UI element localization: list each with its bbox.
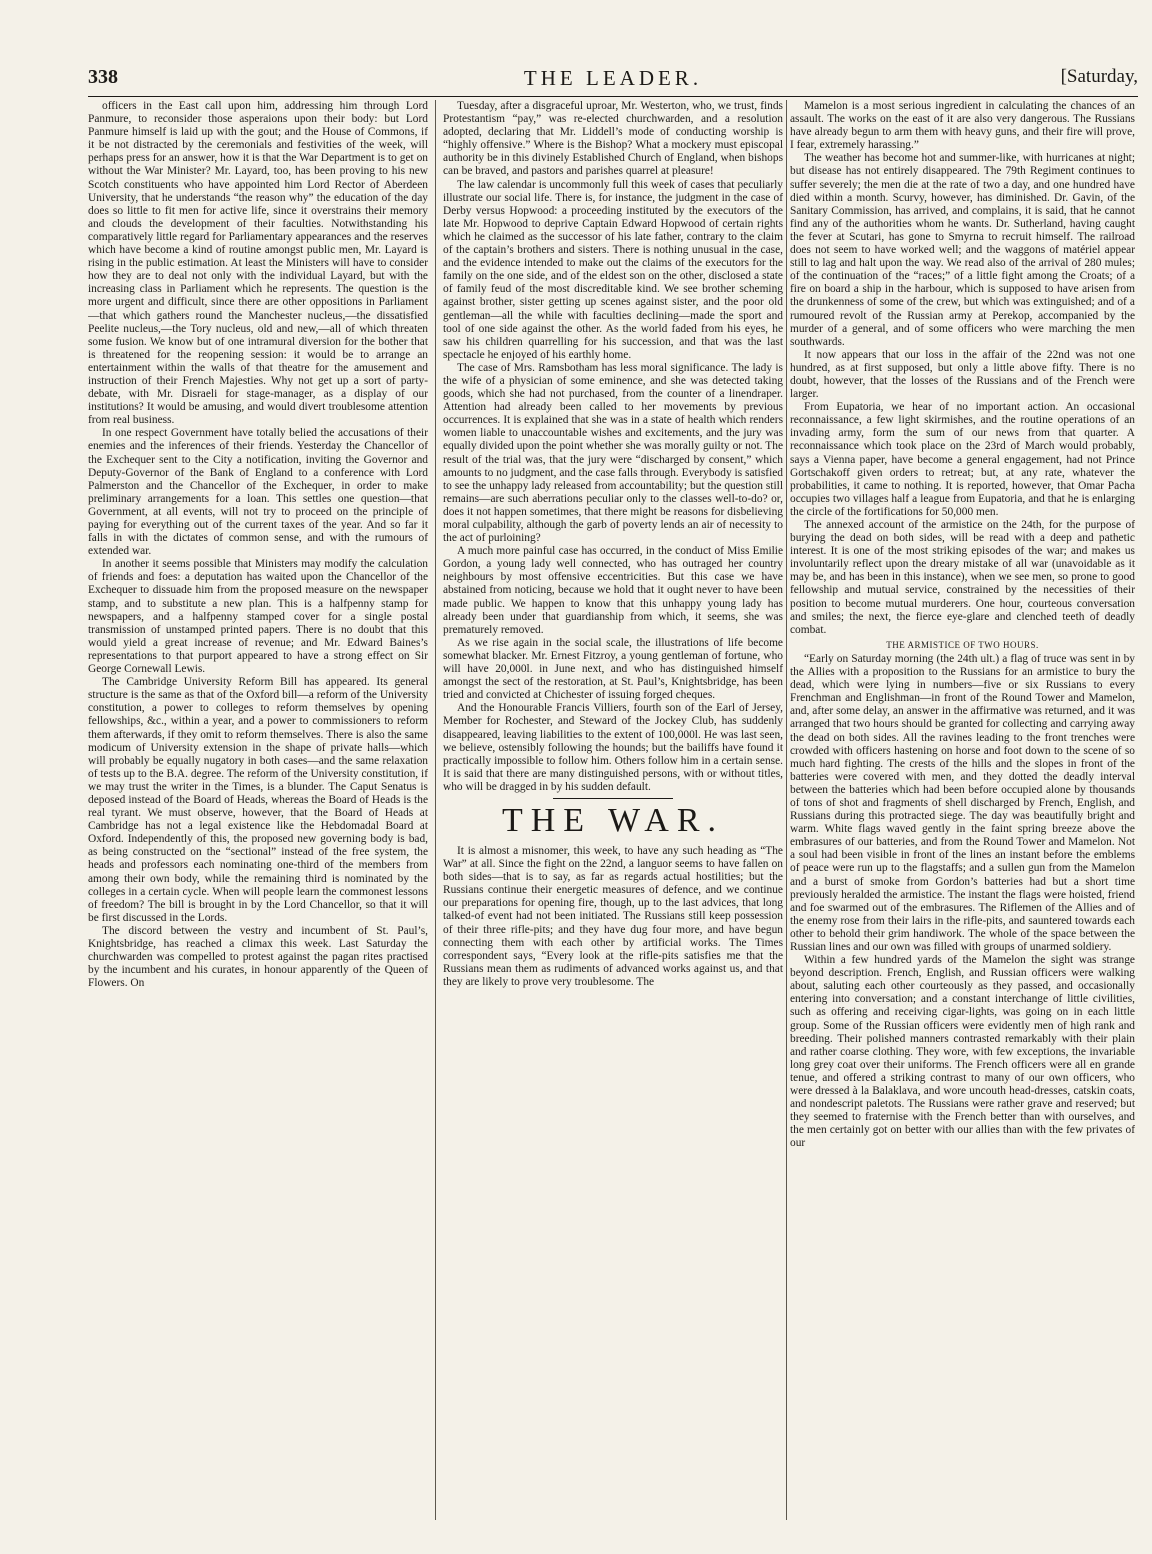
- article-subheading: THE ARMISTICE OF TWO HOURS.: [886, 639, 1039, 650]
- article-paragraph: It now appears that our loss in the affair of the 22nd was not one hundred, as at first supposed, but only a little above fifty. There is no doubt, however, that the losses of the Russians and of the French were larger.: [790, 348, 1135, 401]
- article-paragraph: Tuesday, after a disgraceful uproar, Mr. Westerton, who, we trust, finds Protestantism “pay,” was re-elected churchwarden, and a resolution adopted, declaring that Mr. Liddell’s mode of conducting worship is “highly offensive.” Where is the Bishop? What a mockery must episcopal authority be in this divinely Established Church of England, when bishops can be braved, and pastors and parishes quarrel at pleasure!: [443, 100, 783, 178]
- column-rule: [786, 100, 787, 1520]
- article-paragraph: A much more painful case has occurred, in the conduct of Miss Emilie Gordon, a young lady well connected, who has outraged her country neighbours by most offensive eccentricities. But this case we have abstained from noticing, because we hold that it ought never to have been made public. We happen to know that this unhappy young lady has already been under that guardianship from which, it seems, she was prematurely removed.: [443, 545, 783, 636]
- column-rule: [435, 100, 436, 1520]
- article-paragraph: The weather has become hot and summer-like, with hurricanes at night; but disease has not entirely disappeared. The 79th Regiment continues to suffer severely; the men die at the rate of two a day, and one hundred have died within a month. Scurvy, however, has diminished. Dr. Gavin, of the Sanitary Commission, has arrived, and complains, it is said, that he cannot find any of the authorities whom he wants. Dr. Sutherland, having caught the fever at Scutari, has gone to Smyrna to recruit himself. The railroad does not seem to have worked well; and the waggons of matériel appear still to lag and halt upon the way. We read also of the arrival of 280 mules; of the continuation of the “races;” of a little fight among the Croats; of a fire on board a ship in the harbour, which is supposed to have arisen from the drunkenness of some of the crew, but which was extinguished; and of a rumoured revolt of the Russian army at Perekop, accompanied by the murder of a general, and of some officers who were marching the men southwards.: [790, 152, 1135, 348]
- section-heading: THE WAR.: [501, 801, 725, 839]
- column-1: [88, 100, 428, 1540]
- article-paragraph: Mamelon is a most serious ingredient in calculating the chances of an assault. The works on the east of it are also very dangerous. The Russians have already begun to arm them with heavy guns, and their fire will prove, I fear, extremely harassing.”: [790, 100, 1135, 152]
- article-paragraph: officers in the East call upon him, addressing him through Lord Panmure, to reconsider those asperaions upon their body: but Lord Panmure himself is laid up with the gout; and the House of Commons, if it be not distracted by the ceremonials and festivities of the week, will perhaps press for an answer, how it is that the War Department is to get on without the War Minister? Mr. Layard, too, has been proving to his new Scotch constituents who have appointed him Lord Rector of Aberdeen University, that he understands “the reason why” the education of the day does so little to fit men for active life, since it overstrains their memory and clouds the development of their faculties. Notwithstanding his comparatively little regard for Parliamentary appearances and the reserves which have become a kind of routine amongst public men, Mr. Layard is rising in the public estimation. At least the Ministers will have to consider how they are to deal not only with the individual Layard, but with the increasing class in Parliament which he represents. The question is the more urgent and difficult, since there are other oppositions in Parliament—that which gathers round the Manchester nucleus,—the dissatisfied Peelite nucleus,—the Tory nucleus, old and new,—all of which threaten some fusion. We know but of one intramural diversion for the bother that is threatened for the reopening session: it would be to arrange an entertainment within the walls of that theatre for the amusement and instruction of their French Majesties. Why not get up a sort of party-debate, with Mr. Disraeli for stage-manager, as a display of our institutions? It would be amusing, and would divert troublesome attention from real business.: [88, 100, 428, 427]
- article-paragraph: As we rise again in the social scale, the illustrations of life become somewhat blacker. Mr. Ernest Fitzroy, a young gentleman of fortune, who will have 20,000l. in June next, and who has distinguished himself amongst the sect of the restoration, at St. Paul’s, Knightsbridge, has been tried and convicted at Chichester of issuing forged cheques.: [443, 636, 783, 702]
- article-paragraph: From Eupatoria, we hear of no important action. An occasional reconnaissance, a few light skirmishes, and the routine operations of an invading army, form the sum of our news from that quarter. A reconnaissance which took place on the 23rd of March would probably, says a Vienna paper, have become a general engagement, had not Prince Gortschakoff given orders to retreat; but, at any rate, whatever the probabilities, it came to nothing. It is reported, however, that Omar Pacha occupies two villages half a league from Eupatoria, and that he is enlarging the circle of the fortifications for 50,000 men.: [790, 401, 1135, 518]
- issue-day: [Saturday,: [1060, 66, 1138, 87]
- article-paragraph: The law calendar is uncommonly full this week of cases that peculiarly illustrate our social life. There is, for instance, the judgment in the case of Derby versus Hopwood: a proceeding instituted by the executors of the late Mr. Hopwood to deprive Captain Edward Hopwood of certain rights which he claimed as the successor of his late father, contrary to the claim of the captain’s brothers and sisters. There is nothing unusual in the case, and the evidence intended to make out the claims of the executors for the family on the one side, and of the eldest son on the other, disclosed a state of family feud of the most discreditable kind. We see brother scheming against brother, sister getting up scenes against sister, and the poor old gentleman—all the while with faculties declining—made the sport and tool of one side against the other. As the world faded from his eyes, he saw his children quarrelling for his succession, and that was the last spectacle he enjoyed of his earthly home.: [443, 178, 783, 361]
- article-paragraph: And the Honourable Francis Villiers, fourth son of the Earl of Jersey, Member for Rochester, and Steward of the Jockey Club, has suddenly disappeared, leaving liabilities to the extent of 100,000l. He was last seen, we believe, ostensibly following the hounds; but the bailiffs have found it practically impossible to follow him. Others follow him in a certain sense. It is said that there are many distinguished persons, with or without titles, who will be dragged in by his sudden default.: [443, 702, 783, 793]
- article-paragraph: In one respect Government have totally belied the accusations of their enemies and the inferences of their friends. Yesterday the Chancellor of the Exchequer sent to the City a notification, inviting the Governor and Deputy-Governor of the Bank of England to a conference with Lord Palmerston and the Chancellor of the Exchequer, in order to make preliminary arrangements for a loan. This settles one question—that Government, at all events, will not try to proceed on the principle of paying for everything out of the current taxes of the year. And so far it falls in with the dictates of common sense, and with the rumours of extended war.: [88, 427, 428, 558]
- page-number: 338: [88, 66, 118, 88]
- column-2: [443, 100, 783, 1540]
- article-paragraph: Within a few hundred yards of the Mamelon the sight was strange beyond description. French, English, and Russian officers were walking about, saluting each other courteously as they passed, and occasionally entering into conversation; and a constant interchange of little civilities, such as offering and receiving cigar-lights, was going on in each little group. Some of the Russian officers were evidently men of high rank and breeding. Their polished manners contrasted remarkably with their plain and rather coarse clothing. They wore, with few exceptions, the invariable long grey coat over their uniforms. The French officers were all en grande tenue, and offered a striking contrast to many of our own officers, who were dressed à la Balaklava, and wore uncouth head-dresses, catskin coats, and nondescript paletots. The Russians were rather grave and reserved; but they seemed to fraternise with the French better than with ourselves, and the men certainly got on better with our allies than with the few privates of our: [790, 954, 1135, 1150]
- article-paragraph: In another it seems possible that Ministers may modify the calculation of friends and foes: a deputation has waited upon the Chancellor of the Exchequer to dissuade him from the proposed measure on the newspaper stamp, and to substitute a new plan. This is a halfpenny stamp for newspapers, and a halfpenny stamped cover for a single postal transmission of unstamped printed papers. There is no doubt that this would yield a great increase of revenue; and Mr. Edward Baines’s representations to that purport appeared to have a strong effect on Sir George Cornewall Lewis.: [88, 558, 428, 676]
- section-divider: [553, 798, 673, 799]
- article-paragraph: The case of Mrs. Ramsbotham has less moral significance. The lady is the wife of a physician of some eminence, and she was detected taking goods, which she had not purchased, from the counter of a linendraper. Attention had already been called to her movements by previous occurrences. It is explained that she was in a state of health which renders women liable to unaccountable wishes and excitements, and the jury was equally divided upon the point whether she was morally guilty or not. The result of the trial was, that the jury were “discharged by consent,” which amounts to no judgment, and the case falls through. Everybody is satisfied to see the unhappy lady released from accountability; but the question still remains—are such aberrations peculiar only to the classes well-to-do? or, does it not happen sometimes, that there might be reasons for disbelieving moral culpability, although the garb of poverty lends an air of necessity to the act of purloining?: [443, 361, 783, 545]
- paper-title: THE LEADER.: [523, 66, 703, 90]
- article-paragraph: The Cambridge University Reform Bill has appeared. Its general structure is the same as that of the Oxford bill—a reform of the University constitution, a power to colleges to reform themselves by opening fellowships, &c., within a year, and a power to commissioners to reform them afterwards, if they omit to reform themselves. There is also the same modicum of University extension in the shape of private halls—which will probably be equally nugatory in both cases—and the same relaxation of tests up to the B.A. degree. The reform of the University constitution, if we may trust the writer in the Times, is a blunder. The Caput Senatus is deposed instead of the Board of Heads, whereas the Board of Heads is the real tyrant. We must observe, however, that the Board of Heads at Cambridge has not a legal existence like the Hebdomadal Board at Oxford. Independently of this, the proposed new governing body is bad, as being constructed on the “sectional” instead of the free system, the heads and professors each nominating one-third of the members from among their own body, while the remaining third is nominated by the colleges in a certain cycle. When will people learn the commonest lessons of freedom? The bill is brought in by the Lord Chancellor, so that it will be first discussed in the Lords.: [88, 676, 428, 924]
- article-paragraph: The annexed account of the armistice on the 24th, for the purpose of burying the dead on both sides, will be read with a deep and pathetic interest. It is one of the most striking episodes of the war; and makes us involuntarily reflect upon the dreary mistake of all war (unavoidable as it may be, and has been in this instance), when we see men, so prone to good fellowship and mutual service, constrained by the necessities of their position to become mutual murderers. One hour, courteous conversation and smiles; the next, the fierce eye-glare and clenched teeth of deadly combat.: [790, 519, 1135, 636]
- article-paragraph: It is almost a misnomer, this week, to have any such heading as “The War” at all. Since the fight on the 22nd, a languor seems to have fallen on both sides—that is to say, as far as regards actual hostilities; but the Russians continue their energetic measures of defence, and we continue our preparations for opening fire, though, up to the last advices, that long talked-of event had not been initiated. The Russians still keep possession of their three rifle-pits; and they have dug four more, and have begun connecting them with each other by artificial works. The Times correspondent says, “Every look at the rifle-pits satisfies me that the Russians mean them as rudiments of advanced works against us, and that they are likely to prove very troublesome. The: [443, 844, 783, 988]
- column-3: [790, 100, 1135, 1540]
- article-paragraph: “Early on Saturday morning (the 24th ult.) a flag of truce was sent in by the Allies with a proposition to the Russians for an armistice to bury the dead, which were lying in numbers—five or six Russians to every Frenchman and Englishman—in front of the Round Tower and Mamelon, and, after some delay, an answer in the affirmative was returned, and it was arranged that two hours should be granted for collecting and carrying away the dead on both sides. All the ravines leading to the front trenches were crowded with officers hastening on horse and foot down to the scene of so much hard fighting. The crests of the hills and the slopes in front of the batteries were covered with men, and they dotted the deadly interval between the batteries which had been before occupied alone by thousands of tons of shot and fragments of shell discharged by French, English, and Russians during this protracted siege. The day was beautifully bright and warm. White flags waved gently in the faint spring breeze above the embrasures of our batteries, and from the Round Tower and Mamelon. Not a soul had been visible in front of the lines an instant before the emblems of peace were run up to the flagstaffs; and a sullen gun from the Mamelon and a burst of smoke from Gordon’s batteries had but a short time previously heralded the armistice. The instant the flags were hoisted, friend and foe swarmed out of the embrasures. The Riflemen of the Allies and of the enemy rose from their lairs in the rifle-pits, and sauntered towards each other to behold their grim handiwork. The whole of the space between the Russian lines and our own was filled with groups of unarmed soldiery.: [790, 652, 1135, 953]
- masthead: [88, 66, 1138, 97]
- article-paragraph: The discord between the vestry and incumbent of St. Paul’s, Knightsbridge, has reached a climax this week. Last Saturday the churchwarden was compelled to protest against the pagan rites practised by the incumbent and his curates, in honour apparently of the Queen of Flowers. On: [88, 924, 428, 990]
